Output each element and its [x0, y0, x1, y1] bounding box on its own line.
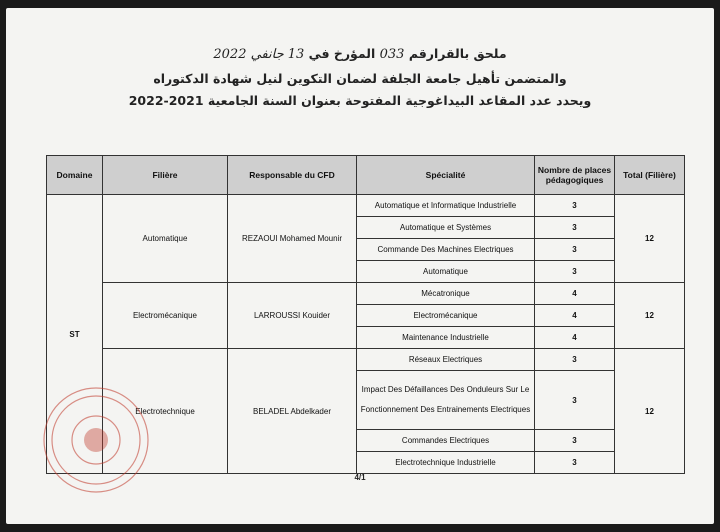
specialite-cell: Maintenance Industrielle: [357, 327, 535, 349]
specialite-cell: Automatique et Informatique Industrielle: [357, 195, 535, 217]
responsable-cell: BELADEL Abdelkader: [228, 349, 357, 474]
places-cell: 4: [535, 305, 615, 327]
table-header-row: [47, 156, 685, 195]
total-cell: 12: [615, 195, 685, 283]
decree-reference-line: [6, 46, 714, 62]
places-cell: 3: [535, 261, 615, 283]
column-header-filiere: Filière: [103, 156, 228, 195]
table-row: [47, 195, 685, 217]
column-header-places: Nombre de places pédagogiques: [535, 156, 615, 195]
document-page: [6, 8, 714, 524]
column-header-total: Total (Filière): [615, 156, 685, 195]
total-cell: 12: [615, 349, 685, 474]
specialite-cell: Réseaux Electriques: [357, 349, 535, 371]
university-stamp: [40, 384, 152, 496]
decree-prefix: ملحق بالقرارقم: [408, 46, 507, 61]
domaine-cell: ST: [47, 195, 103, 474]
decree-number: 033: [379, 47, 405, 62]
places-cell: 3: [535, 195, 615, 217]
responsable-cell: LARROUSSI Kouider: [228, 283, 357, 349]
page-number: 4/1: [354, 473, 366, 482]
stamp-emblem: [84, 428, 108, 452]
column-header-domaine: Domaine: [47, 156, 103, 195]
decree-seats-line: ويحدد عدد المقاعد البيداغوجية المفتوحة بعنوان السنة الجامعية 2021-2022: [128, 93, 592, 108]
filiere-cell: Electrotechnique: [103, 349, 228, 474]
specialite-cell: Mécatronique: [357, 283, 535, 305]
places-cell: 3: [535, 217, 615, 239]
places-cell: 3: [535, 371, 615, 430]
places-cell: 4: [535, 283, 615, 305]
places-cell: 3: [535, 430, 615, 452]
specialite-cell: Commandes Electriques: [357, 430, 535, 452]
decree-date: 13 جانفي 2022: [213, 47, 305, 62]
places-cell: 3: [535, 349, 615, 371]
table-row: [47, 349, 685, 371]
specialite-cell: Automatique: [357, 261, 535, 283]
decree-dated-label: المؤرخ في: [308, 46, 376, 61]
filiere-cell: Electromécanique: [103, 283, 228, 349]
responsable-cell: REZAOUI Mohamed Mounir: [228, 195, 357, 283]
places-cell: 3: [535, 452, 615, 474]
specialite-cell: Electrotechnique Industrielle: [357, 452, 535, 474]
table-row: [47, 283, 685, 305]
specialite-cell: Electromécanique: [357, 305, 535, 327]
places-cell: 4: [535, 327, 615, 349]
decree-subject-line: والمتضمن تأهيل جامعة الجلفة لضمان التكوين لنيل شهادة الدكتوراه: [153, 71, 567, 86]
specialite-cell: Automatique et Systèmes: [357, 217, 535, 239]
total-cell: 12: [615, 283, 685, 349]
places-cell: 3: [535, 239, 615, 261]
specialite-cell: Impact Des Défaillances Des Onduleurs Sur Le Fonctionnement Des Entrainements Electriques: [357, 371, 535, 430]
column-header-specialite: Spécialité: [357, 156, 535, 195]
filiere-cell: Automatique: [103, 195, 228, 283]
specialite-cell: Commande Des Machines Electriques: [357, 239, 535, 261]
column-header-responsable: Responsable du CFD: [228, 156, 357, 195]
